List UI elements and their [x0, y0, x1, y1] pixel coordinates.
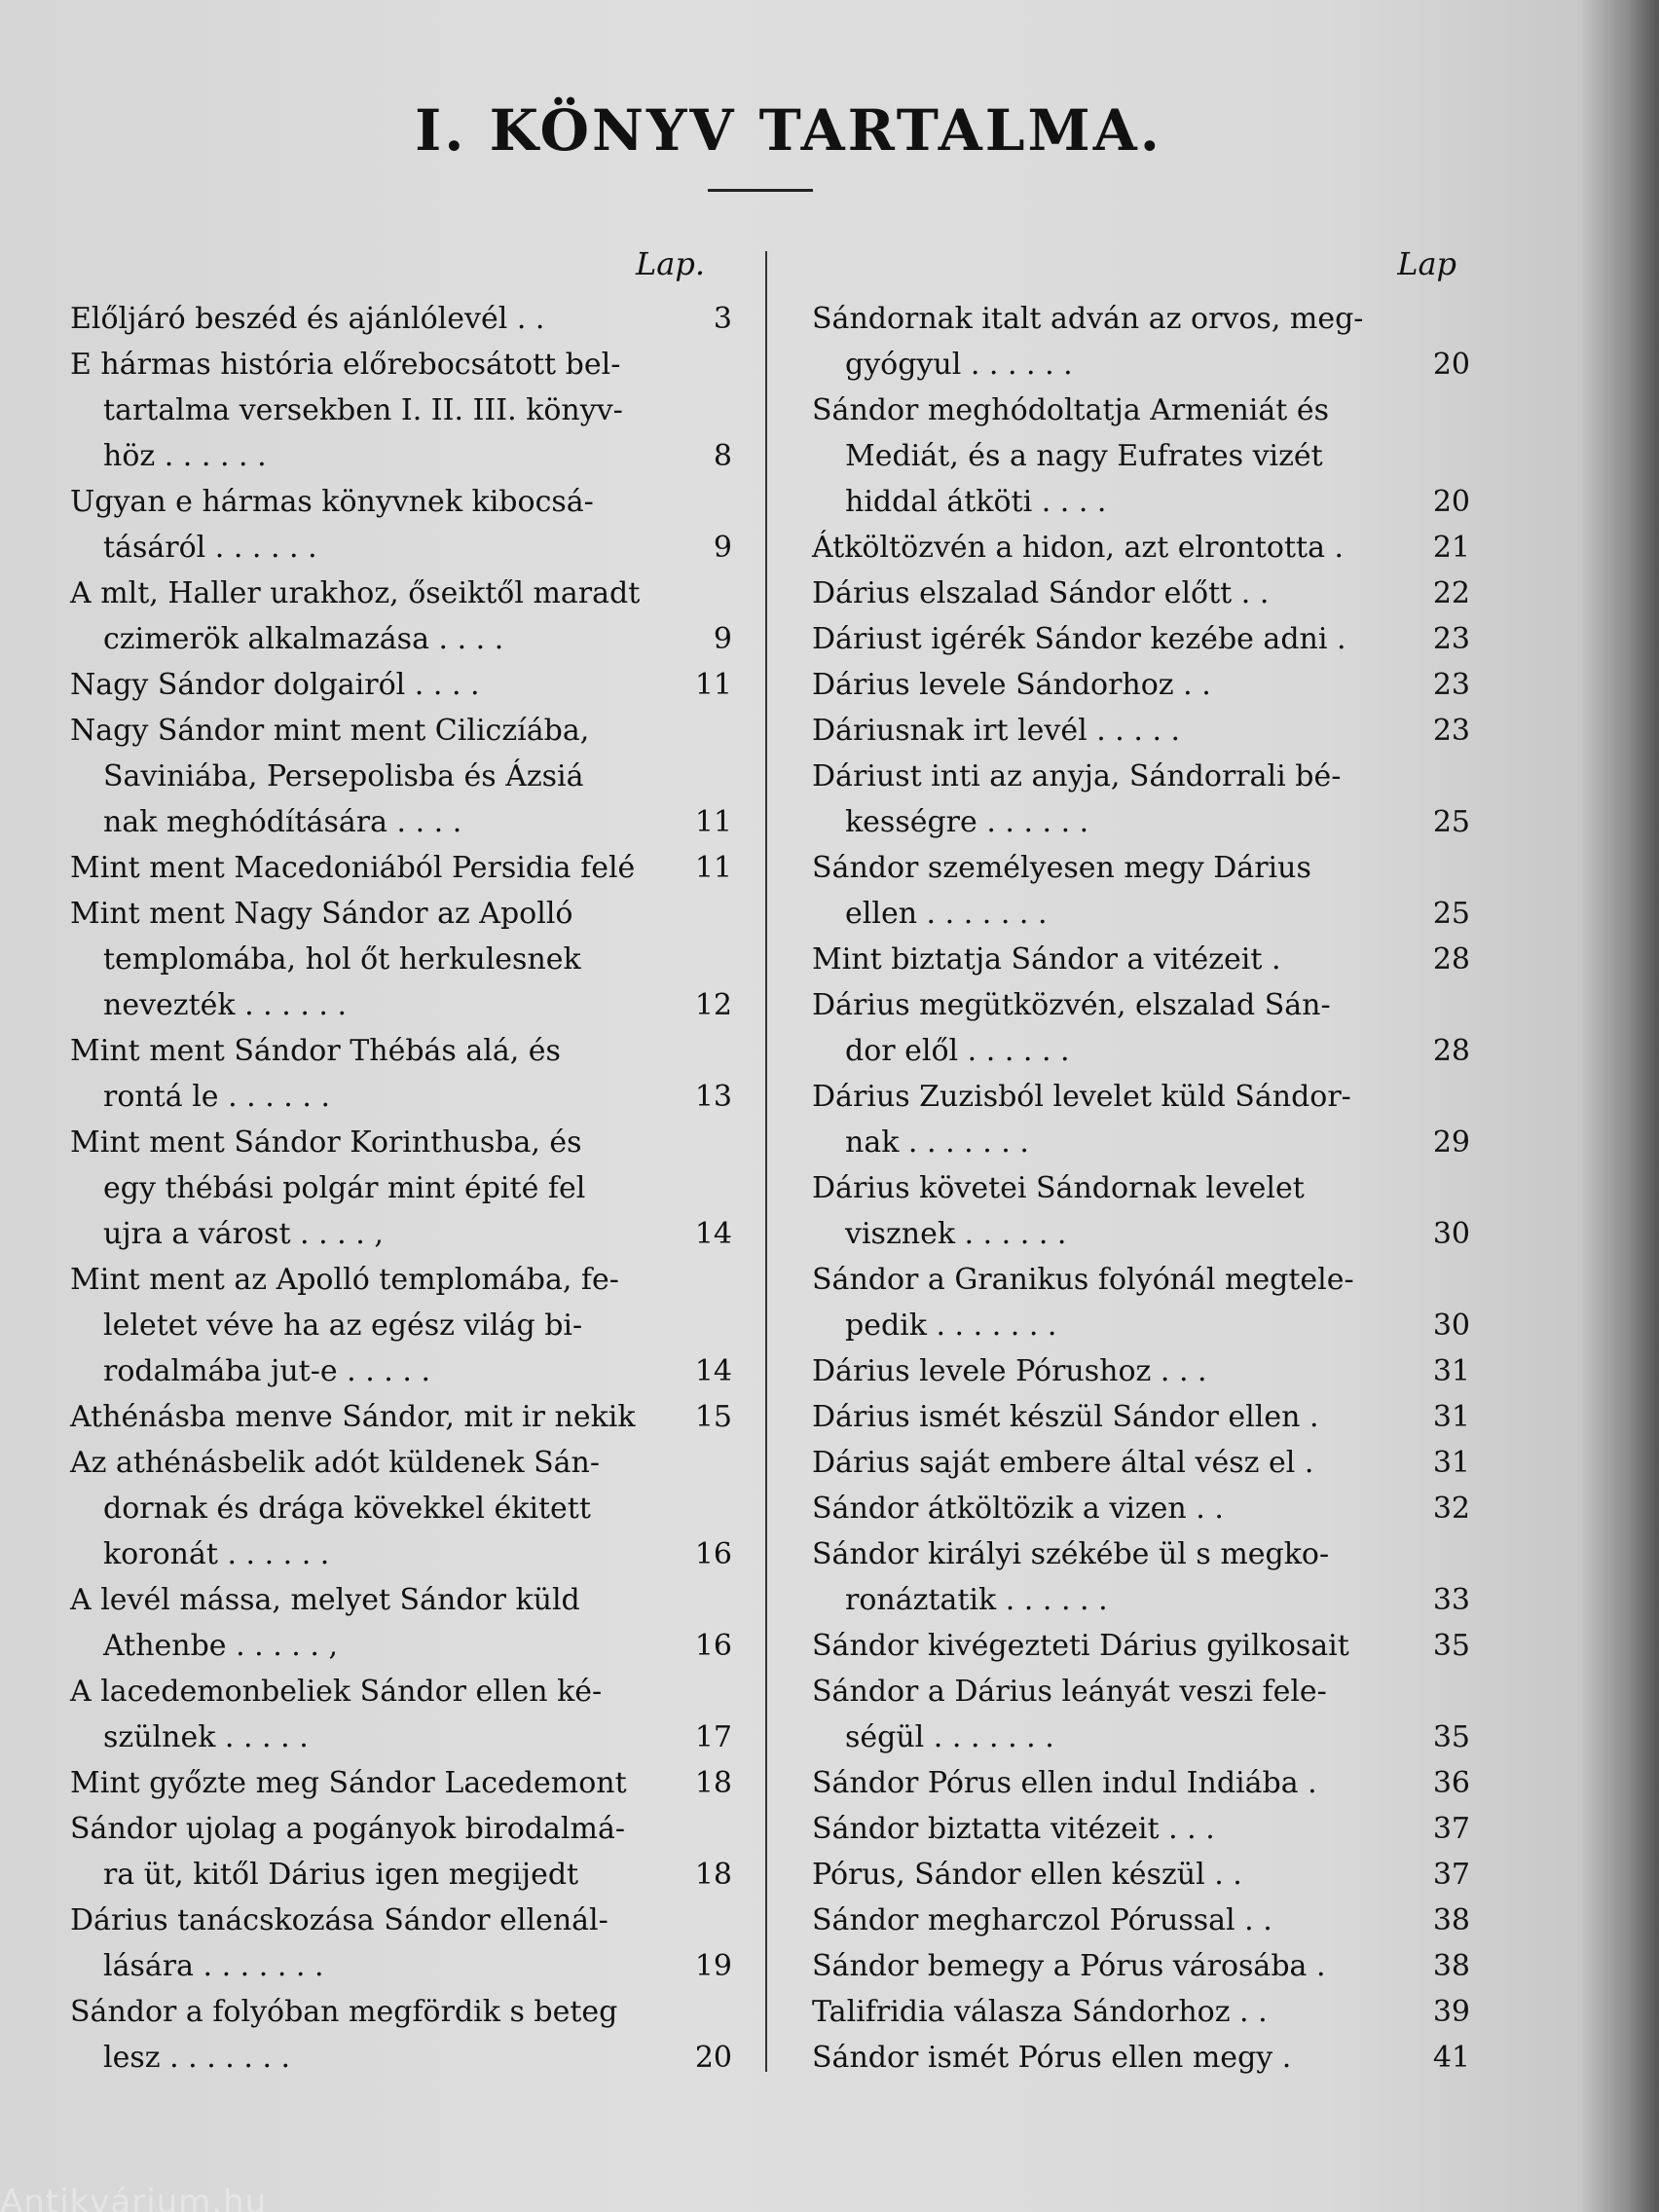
toc-entry-title: Sándor a Granikus folyónál megtele- pedik . . . . . . .	[812, 1263, 1354, 1343]
toc-entry-page-number: 31	[1432, 1354, 1470, 1388]
toc-entry-page-number: 32	[1432, 1492, 1470, 1526]
toc-entry	[70, 708, 732, 845]
toc-entry-title: Sándor királyi székébe ül s megko- ronáztatik . . . . . .	[812, 1537, 1330, 1617]
toc-entry-page-number: 39	[1432, 1995, 1470, 2029]
toc-entry-page-number: 25	[1432, 897, 1470, 931]
toc-entry-page-number: 15	[694, 1400, 732, 1434]
toc-entry-page-number: 25	[1432, 805, 1470, 839]
lap-header-right: Lap	[1397, 245, 1456, 282]
toc-entry-title: Dárius Zuzisból levelet küld Sándor- nak . . . . . . .	[812, 1080, 1351, 1160]
toc-entry-title: Dárius saját embere által vész el .	[812, 1446, 1314, 1480]
toc-entry	[70, 1120, 732, 1257]
toc-entry-title: Sándor a folyóban megfördik s beteg lesz . . . . . . .	[70, 1995, 618, 2075]
toc-entry	[812, 1806, 1470, 1852]
title-rule	[708, 189, 813, 192]
toc-entry	[70, 1989, 732, 2081]
toc-entry	[70, 891, 732, 1028]
toc-entry	[812, 845, 1470, 937]
toc-entry-title: Dárius ismét készül Sándor ellen .	[812, 1400, 1319, 1434]
toc-entry-title: Nagy Sándor dolgairól . . . .	[70, 668, 480, 702]
toc-entry-page-number: 30	[1432, 1309, 1470, 1343]
watermark: Antikvárium.hu	[0, 2183, 268, 2212]
toc-entry-title: Dárius tanácskozása Sándor ellenál- lására . . . . . . .	[70, 1903, 608, 1983]
toc-entry-title: Mint ment az Apolló templomába, fe- leletet véve ha az egész világ bi- rodalmába jut-e . . . . .	[70, 1263, 619, 1388]
toc-entry-title: A levél mássa, melyet Sándor küld Athenbe . . . . . ,	[70, 1583, 580, 1663]
toc-entry-page-number: 14	[694, 1354, 732, 1388]
toc-entry-title: Mint győzte meg Sándor Lacedemont	[70, 1766, 627, 1800]
toc-entry-page-number: 11	[694, 851, 732, 885]
toc-entry	[70, 1669, 732, 1760]
toc-entry-title: Dáriust igérék Sándor kezébe adni .	[812, 622, 1346, 656]
toc-entry-page-number: 41	[1432, 2041, 1470, 2075]
toc-entry	[812, 1669, 1470, 1760]
toc-entry-page-number: 35	[1432, 1720, 1470, 1754]
toc-entry-page-number: 8	[713, 439, 732, 473]
toc-entry	[812, 616, 1470, 662]
toc-list-right	[812, 296, 1470, 2081]
toc-entry-page-number: 33	[1432, 1583, 1470, 1617]
toc-entry	[812, 2035, 1470, 2081]
toc-entry	[812, 1898, 1470, 1943]
toc-entry-title: Sándor kivégezteti Dárius gyilkosait	[812, 1629, 1349, 1663]
toc-entry-page-number: 20	[694, 2041, 732, 2075]
toc-entry	[812, 754, 1470, 845]
toc-entry-title: Dárius követei Sándornak levelet visznek . . . . . .	[812, 1171, 1305, 1251]
toc-entry-page-number: 17	[694, 1720, 732, 1754]
toc-entry-title: Mint ment Sándor Korinthusba, és egy thébási polgár mint épité fel ujra a várost . . . . ,	[70, 1125, 586, 1251]
toc-entry-title: Dáriust inti az anyja, Sándorrali bé- kességre . . . . . .	[812, 759, 1342, 839]
toc-entry-page-number: 37	[1432, 1858, 1470, 1892]
toc-entry	[812, 525, 1470, 571]
toc-column-right	[812, 240, 1470, 2096]
toc-entry-title: Dárius elszalad Sándor előtt . .	[812, 576, 1270, 610]
toc-entry-title: A lacedemonbeliek Sándor ellen ké- szülnek . . . . .	[70, 1675, 603, 1754]
toc-entry-page-number: 23	[1432, 622, 1470, 656]
toc-entry-title: Az athénásbelik adót küldenek Sán- dornak és drága kövekkel ékitett koronát . . . . . .	[70, 1446, 600, 1571]
toc-entry-title: Sándor megharczol Pórussal . .	[812, 1903, 1272, 1937]
toc-entry-title: Sándor meghódoltatja Armeniát és Mediát, és a nagy Eufrates vizét hiddal átköti . . . .	[812, 393, 1330, 519]
toc-entry	[70, 662, 732, 708]
toc-entry-title: A mlt, Haller urakhoz, őseiktől maradt czimerök alkalmazása . . . .	[70, 576, 641, 656]
page-edge-shadow	[1581, 0, 1659, 2212]
toc-entry	[70, 1028, 732, 1120]
toc-entry-title: Sándor bemegy a Pórus városába .	[812, 1949, 1326, 1983]
toc-entry-page-number: 9	[713, 622, 732, 656]
toc-entry-title: Mint biztatja Sándor a vitézeit .	[812, 942, 1281, 977]
toc-entry	[812, 1989, 1470, 2035]
toc-entry	[70, 1257, 732, 1394]
toc-entry-page-number: 21	[1432, 531, 1470, 565]
toc-entry-page-number: 31	[1432, 1400, 1470, 1434]
toc-entry	[812, 296, 1470, 387]
toc-entry-title: Sándornak italt adván az orvos, meg- gyógyul . . . . . .	[812, 302, 1364, 382]
toc-entry-page-number: 14	[694, 1217, 732, 1251]
toc-entry	[70, 845, 732, 891]
toc-entry	[70, 1577, 732, 1669]
toc-entry-title: Sándor átköltözik a vizen . .	[812, 1492, 1224, 1526]
toc-entry-title: Dárius levele Pórushoz . . .	[812, 1354, 1207, 1388]
toc-entry	[812, 1074, 1470, 1165]
toc-entry-page-number: 16	[694, 1629, 732, 1663]
toc-entry-page-number: 20	[1432, 348, 1470, 382]
toc-entry	[70, 1898, 732, 1989]
toc-entry-page-number: 23	[1432, 668, 1470, 702]
toc-entry-page-number: 18	[694, 1766, 732, 1800]
toc-entry	[70, 1440, 732, 1577]
toc-entry	[812, 1165, 1470, 1257]
toc-entry	[812, 708, 1470, 754]
toc-entry	[812, 1348, 1470, 1394]
toc-entry-page-number: 12	[694, 988, 732, 1022]
toc-entry-title: Átköltözvén a hidon, azt elrontotta .	[812, 531, 1345, 565]
toc-entry-title: Sándor biztatta vitézeit . . .	[812, 1812, 1215, 1846]
toc-entry	[70, 1394, 732, 1440]
toc-entry	[812, 662, 1470, 708]
toc-column-left	[70, 240, 732, 2096]
toc-entry-page-number: 18	[694, 1858, 732, 1892]
toc-entry-page-number: 9	[713, 531, 732, 565]
toc-entry-page-number: 23	[1432, 714, 1470, 748]
toc-entry	[812, 1531, 1470, 1623]
toc-entry-page-number: 13	[694, 1080, 732, 1114]
toc-entry-title: Mint ment Sándor Thébás alá, és rontá le . . . . . .	[70, 1034, 561, 1114]
toc-entry-page-number: 35	[1432, 1629, 1470, 1663]
toc-entry-page-number: 19	[694, 1949, 732, 1983]
toc-entry	[812, 1257, 1470, 1348]
toc-entry	[812, 1852, 1470, 1898]
toc-entry	[812, 1394, 1470, 1440]
column-divider	[765, 251, 767, 2072]
toc-entry	[812, 1440, 1470, 1486]
toc-entry-page-number: 38	[1432, 1949, 1470, 1983]
toc-entry-page-number: 29	[1432, 1125, 1470, 1160]
toc-entry-title: Dáriusnak irt levél . . . . .	[812, 714, 1181, 748]
toc-entry	[812, 1623, 1470, 1669]
toc-entry	[70, 296, 732, 342]
toc-entry	[70, 1806, 732, 1898]
toc-entry-title: Pórus, Sándor ellen készül . .	[812, 1858, 1242, 1892]
toc-entry	[812, 387, 1470, 525]
toc-entry	[70, 1760, 732, 1806]
toc-entry-title: Mint ment Macedoniából Persidia felé	[70, 851, 636, 885]
toc-entry-title: Athénásba menve Sándor, mit ir nekik	[70, 1400, 636, 1434]
toc-entry-title: Mint ment Nagy Sándor az Apolló templomába, hol őt herkulesnek nevezték . . . . . .	[70, 897, 581, 1022]
toc-entry-page-number: 37	[1432, 1812, 1470, 1846]
toc-entry	[812, 1760, 1470, 1806]
toc-entry-title: Sándor ujolag a pogányok birodalmá- ra üt, kitől Dárius igen megijedt	[70, 1812, 625, 1892]
toc-entry-title: Sándor ismét Pórus ellen megy .	[812, 2041, 1292, 2075]
toc-entry	[812, 1486, 1470, 1531]
toc-entry-title: Dárius megütközvén, elszalad Sán- dor elől . . . . . .	[812, 988, 1331, 1068]
toc-entry-title: Előljáró beszéd és ajánlólevél . .	[70, 302, 545, 336]
toc-entry	[812, 982, 1470, 1074]
toc-entry-title: Sándor a Dárius leányát veszi fele- ségül . . . . . . .	[812, 1675, 1327, 1754]
toc-list-left	[70, 296, 732, 2081]
toc-entry-page-number: 11	[694, 805, 732, 839]
toc-entry	[70, 571, 732, 662]
toc-entry-page-number: 38	[1432, 1903, 1470, 1937]
toc-entry-page-number: 20	[1432, 485, 1470, 519]
toc-entry-title: Sándor személyesen megy Dárius ellen . . . . . . .	[812, 851, 1311, 931]
page-header	[0, 97, 1519, 164]
lap-header-left: Lap.	[636, 245, 705, 282]
toc-entry-page-number: 31	[1432, 1446, 1470, 1480]
toc-entry-page-number: 22	[1432, 576, 1470, 610]
toc-entry-page-number: 28	[1432, 1034, 1470, 1068]
toc-entry	[812, 937, 1470, 982]
toc-entry-page-number: 28	[1432, 942, 1470, 977]
toc-entry-page-number: 30	[1432, 1217, 1470, 1251]
toc-entry-title: E hármas história előrebocsátott bel- tartalma versekben I. II. III. könyv- höz . . . . . .	[70, 348, 623, 473]
toc-entry-page-number: 16	[694, 1537, 732, 1571]
toc-entry	[70, 479, 732, 571]
toc-entry-page-number: 11	[694, 668, 732, 702]
toc-entry-title: Sándor Pórus ellen indul Indiába .	[812, 1766, 1317, 1800]
toc-entry-title: Ugyan e hármas könyvnek kibocsá- tásáról . . . . . .	[70, 485, 594, 565]
toc-entry	[812, 571, 1470, 616]
toc-entry-title: Nagy Sándor mint ment Ciliczíába, Saviniába, Persepolisba és Ázsiá nak meghódítására . . . .	[70, 714, 590, 839]
toc-entry-title: Dárius levele Sándorhoz . .	[812, 668, 1211, 702]
toc-entry	[812, 1943, 1470, 1989]
toc-entry-title: Talifridia válasza Sándorhoz . .	[812, 1995, 1268, 2029]
page-title: I. KÖNYV TARTALMA.	[415, 97, 1162, 164]
toc-entry	[70, 342, 732, 479]
toc-entry-page-number: 36	[1432, 1766, 1470, 1800]
toc-entry-page-number: 3	[713, 302, 732, 336]
